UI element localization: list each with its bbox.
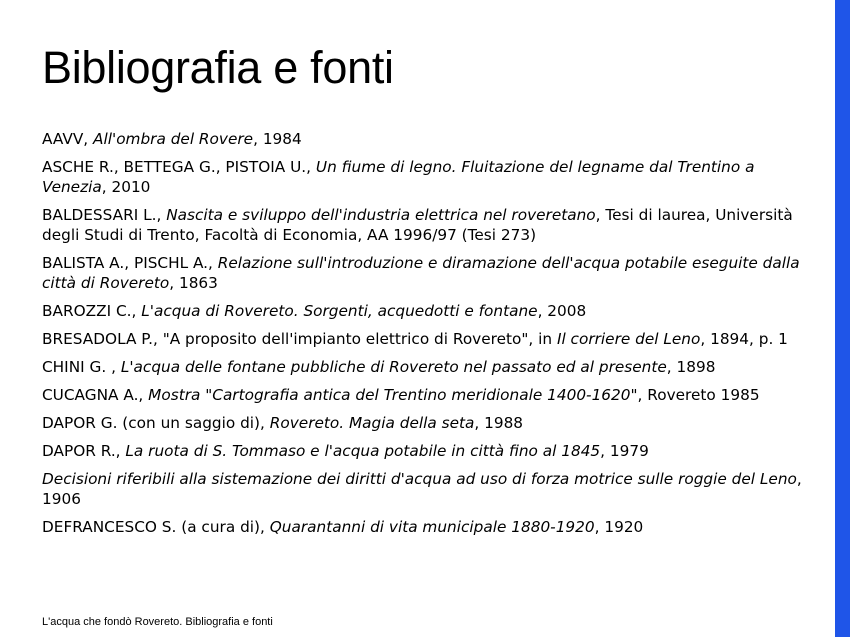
- entry-details: , 1988: [474, 414, 524, 432]
- entry-details: , 1894, p. 1: [700, 330, 788, 348]
- entry-authors: BRESADOLA P., "A proposito dell'impianto elettrico di Rovereto", in: [42, 330, 557, 348]
- entry-details: , 2010: [101, 178, 151, 196]
- entry-details: , 2008: [537, 302, 587, 320]
- entry-title: Mostra "Cartografia antica del Trentino meridionale 1400-1620": [148, 386, 638, 404]
- entry-title: Rovereto. Magia della seta: [269, 414, 475, 432]
- bibliography-entry: [42, 385, 817, 405]
- entry-title: Quarantanni di vita municipale 1880-1920: [269, 518, 595, 536]
- entry-authors: BALDESSARI L.,: [42, 206, 167, 224]
- entry-authors: CUCAGNA A.,: [42, 386, 149, 404]
- entry-details: , Rovereto 1985: [637, 386, 760, 404]
- entry-details: , 1984: [253, 130, 302, 148]
- entry-details: , 1863: [169, 274, 218, 292]
- entry-authors: ASCHE R., BETTEGA G., PISTOIA U.,: [42, 158, 316, 176]
- entry-title: Decisioni riferibili alla sistemazione dei diritti d'acqua ad uso di forza motrice sulle roggie del Leno: [42, 470, 797, 488]
- entry-details: , 1920: [594, 518, 644, 536]
- bibliography-entry: [42, 157, 817, 197]
- bibliography-entry: [42, 517, 817, 537]
- accent-bar: [835, 0, 850, 637]
- entry-authors: DEFRANCESCO S. (a cura di),: [42, 518, 270, 536]
- bibliography-entry: [42, 469, 817, 509]
- entry-title: Nascita e sviluppo dell'industria elettrica nel roveretano: [166, 206, 596, 224]
- bibliography-entry: [42, 357, 817, 377]
- entry-details: , 1898: [666, 358, 716, 376]
- entry-authors: CHINI G. ,: [42, 358, 121, 376]
- entry-title: Un fiume di legno. Fluitazione del legname dal Trentino a Venezia: [42, 158, 755, 196]
- entry-authors: BAROZZI C.,: [42, 302, 142, 320]
- page-title: Bibliografia e fonti: [42, 42, 394, 93]
- slide-footer: L'acqua che fondò Rovereto. Bibliografia e fonti: [42, 616, 273, 628]
- entry-title: L'acqua delle fontane pubbliche di Rovereto nel passato ed al presente: [120, 358, 667, 376]
- entry-title: La ruota di S. Tommaso e l'acqua potabile in città fino al 1845: [125, 442, 601, 460]
- entry-details: , Tesi di laurea, Università degli Studi di Trento, Facoltà di Economia, AA 1996/97 (Tesi 273): [42, 206, 793, 244]
- bibliography-entry: [42, 413, 817, 433]
- entry-authors: DAPOR G. (con un saggio di),: [42, 414, 270, 432]
- entry-title: L'acqua di Rovereto. Sorgenti, acquedotti e fontane: [141, 302, 538, 320]
- bibliography-entry: [42, 441, 817, 461]
- entry-details: , 1906: [42, 470, 802, 508]
- bibliography-entry: [42, 205, 817, 245]
- entry-authors: BALISTA A., PISCHL A.,: [42, 254, 218, 272]
- entry-authors: DAPOR R.,: [42, 442, 126, 460]
- bibliography-entry: [42, 129, 817, 149]
- entry-details: , 1979: [600, 442, 649, 460]
- entry-authors: AAVV,: [42, 130, 94, 148]
- entry-title: All'ombra del Rovere: [93, 130, 254, 148]
- bibliography-entry: [42, 253, 817, 293]
- bibliography-entry: [42, 301, 817, 321]
- bibliography-entry: [42, 329, 817, 349]
- entry-title: Relazione sull'introduzione e diramazione dell'acqua potabile eseguite dalla città di Rovereto: [42, 254, 800, 292]
- entry-title: Il corriere del Leno: [556, 330, 701, 348]
- bibliography-list: [42, 129, 817, 545]
